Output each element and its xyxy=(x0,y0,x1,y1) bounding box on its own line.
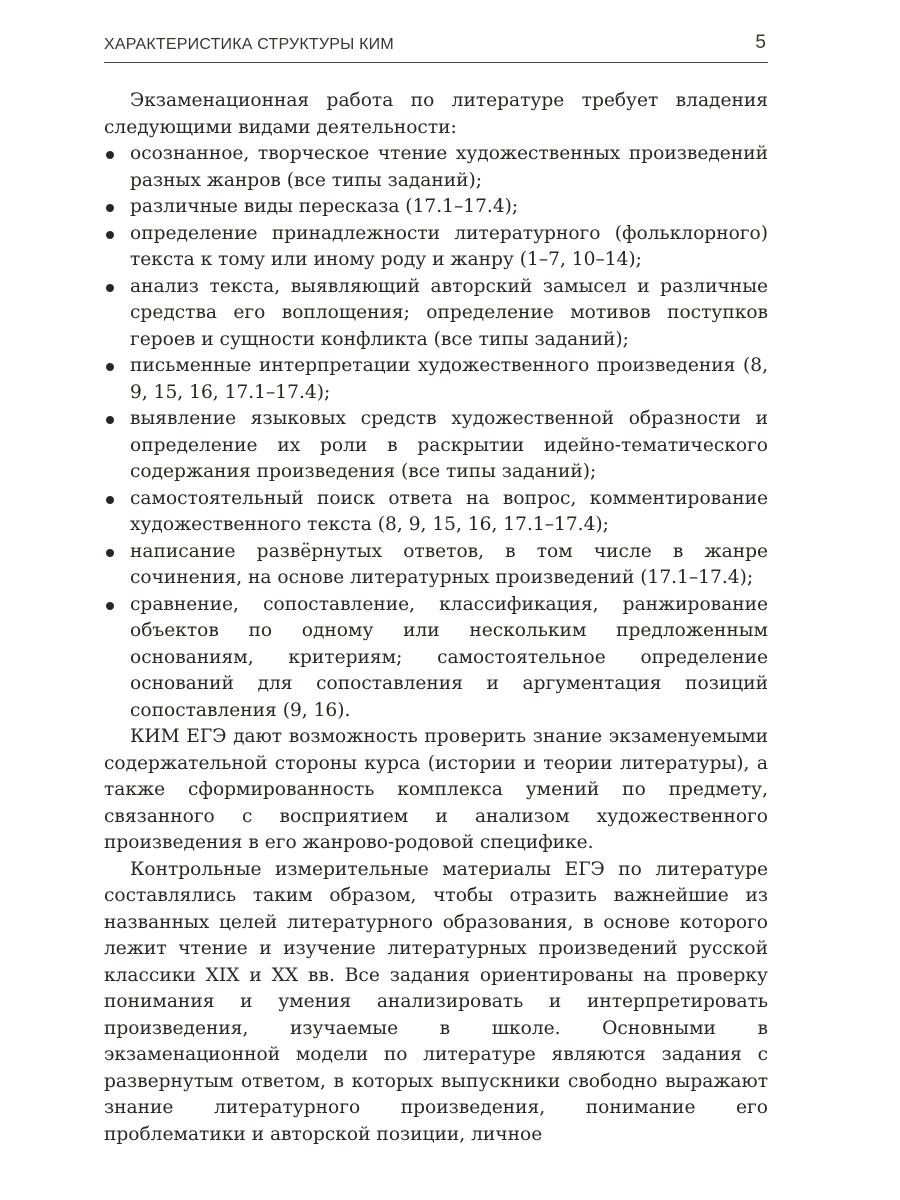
bullet-icon xyxy=(106,151,114,159)
bullet-icon xyxy=(106,231,114,239)
list-item xyxy=(104,221,768,274)
bullet-icon xyxy=(106,549,114,557)
list-item-text: различные виды пересказа (17.1–17.4); xyxy=(130,196,519,217)
list-item xyxy=(104,406,768,486)
running-header xyxy=(104,28,768,63)
bullet-icon xyxy=(106,363,114,371)
list-item xyxy=(104,353,768,406)
page-number: 5 xyxy=(755,32,766,53)
list-item xyxy=(104,274,768,354)
list-item xyxy=(104,592,768,725)
activities-list xyxy=(104,141,768,724)
kim-paragraph: КИМ ЕГЭ дают возможность проверить знание экзаменуемыми содержательной стороны курса (истории и теории литературы), а также сформированность комплекса умений по предмету, связанного с восприятием и анализом художественного произведения в его жанрово-родовой специфике. xyxy=(104,726,768,853)
bullet-icon xyxy=(106,204,114,212)
intro-paragraph: Экзаменационная работа по литературе требует владения следующими видами деятельности: xyxy=(104,90,768,138)
list-item-text: осознанное, творческое чтение художественных произведений разных жанров (все типы заданий); xyxy=(130,143,768,191)
control-materials-paragraph: Контрольные измерительные материалы ЕГЭ по литературе составлялись таким образом, чтобы отразить важнейшие из названных целей литературного образования, в основе которого лежит чтение и изучение литературных произведений русской классики XIX и XX вв. Все задания ориентированы на проверку понимания и умения анализировать и интерпретировать произведения, изучаемые в школе. Основными в экзаменационной модели по литературе являются задания с развернутым ответом, в которых выпускники свободно выражают знание литературного произведения, понимание его проблематики и авторской позиции, личное xyxy=(104,858,768,1145)
page-body xyxy=(104,88,768,1148)
list-item-text: написание развёрнутых ответов, в том числе в жанре сочинения, на основе литературных произведений (17.1–17.4); xyxy=(130,540,768,588)
bullet-icon xyxy=(106,496,114,504)
list-item-text: анализ текста, выявляющий авторский замысел и различные средства его воплощения; определение мотивов поступков героев и сущности конфликта (все типы заданий); xyxy=(130,275,768,350)
list-item-text: самостоятельный поиск ответа на вопрос, комментирование художественного текста (8, 9, 15, 16, 17.1–17.4); xyxy=(130,487,768,535)
list-item-text: письменные интерпретации художественного произведения (8, 9, 15, 16, 17.1–17.4); xyxy=(130,355,768,403)
bullet-icon xyxy=(106,602,114,610)
list-item xyxy=(104,141,768,194)
list-item xyxy=(104,194,768,221)
list-item-text: определение принадлежности литературного (фольклорного) текста к тому или иному роду и жанру (1–7, 10–14); xyxy=(130,222,768,270)
list-item-text: выявление языковых средств художественной образности и определение их роли в раскрытии идейно-тематического содержания произведения (все типы заданий); xyxy=(130,408,768,482)
bullet-icon xyxy=(106,416,114,424)
header-title: ХАРАКТЕРИСТИКА СТРУКТУРЫ КИМ xyxy=(104,36,394,53)
list-item xyxy=(104,539,768,592)
bullet-icon xyxy=(106,284,114,292)
list-item-text: сравнение, сопоставление, классификация, ранжирование объектов по одному или нескольким предложенным основаниям, критериям; самостоятельное определение оснований для сопоставления и аргументация позиций сопоставления (9, 16). xyxy=(130,593,768,721)
list-item xyxy=(104,486,768,539)
